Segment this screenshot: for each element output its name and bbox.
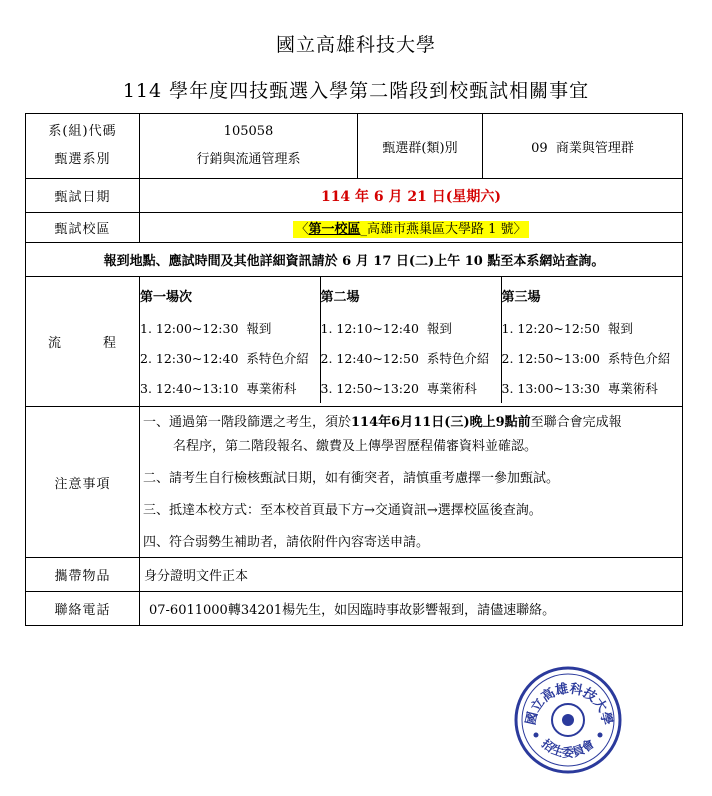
group-label: 甄選群(類)別 bbox=[358, 114, 483, 179]
group-value: 09 商業與管理群 bbox=[483, 114, 683, 179]
contact-label: 聯絡電話 bbox=[26, 592, 140, 626]
flow-row bbox=[26, 277, 683, 407]
date-label: 甄試日期 bbox=[26, 179, 140, 213]
schedule-item: 3. 12:50~13:20 專業術科 bbox=[320, 373, 501, 403]
campus-value bbox=[140, 213, 683, 243]
campus-bracket-open: 〈 bbox=[295, 222, 309, 237]
flow-label: 流 程 bbox=[26, 277, 140, 407]
schedule-item: 3. 13:00~13:30 專業術科 bbox=[501, 373, 682, 403]
flow-schedule-cell bbox=[140, 277, 683, 407]
school-name: 國立高雄科技大學 bbox=[275, 34, 436, 56]
note-1-deadline: 114年6月11日(三)晚上9點前 bbox=[351, 415, 531, 430]
date-row bbox=[26, 179, 683, 213]
note-1 bbox=[140, 407, 682, 437]
notes-content bbox=[140, 407, 683, 558]
schedule-item: 3. 12:40~13:10 專業術科 bbox=[140, 381, 297, 396]
note-1-text: 一、通過第一階段篩選之考生，須於 bbox=[143, 415, 352, 430]
dept-code: 105058 bbox=[223, 124, 274, 139]
campus-address: _高雄市燕巢區大學路 1 號 bbox=[360, 222, 514, 237]
session-title: 第一場次 bbox=[140, 289, 193, 305]
schedule-item: 2. 12:40~12:50 系特色介紹 bbox=[320, 343, 501, 373]
notes-label: 注意事項 bbox=[26, 407, 140, 558]
announcement: 報到地點、應試時間及其他詳細資訊請於 6 月 17 日(二)上午 10 點至本系網站查詢。 bbox=[26, 243, 683, 277]
schedule-item: 1. 12:10~12:40 報到 bbox=[320, 313, 501, 343]
campus-highlight bbox=[293, 221, 528, 238]
note-4: 四、符合弱勢生補助者，請依附件內容寄送申請。 bbox=[143, 535, 430, 550]
exam-date: 114 年 6 月 21 日(星期六) bbox=[140, 179, 683, 213]
schedule-item: 1. 12:00~12:30 報到 bbox=[140, 321, 272, 336]
carry-label: 攜帶物品 bbox=[26, 558, 140, 592]
notes-row bbox=[26, 407, 683, 558]
announcement-row bbox=[26, 243, 683, 277]
contact-row bbox=[26, 592, 683, 626]
seal-bottom-text: 招生委員會 bbox=[539, 736, 597, 760]
campus-name: 第一校區 bbox=[308, 222, 361, 237]
session-title: 第三場 bbox=[501, 277, 682, 313]
dept-name-label: 甄選系別 bbox=[54, 152, 111, 167]
carry-row bbox=[26, 558, 683, 592]
admissions-seal bbox=[513, 665, 623, 775]
note-1-continued: 名程序，第二階段報名、繳費及上傳學習歷程備審資料並確認。 bbox=[173, 439, 538, 454]
schedule-item: 2. 12:30~12:40 系特色介紹 bbox=[140, 351, 309, 366]
department-value-cell bbox=[140, 114, 358, 179]
document-title: 114 學年度四技甄選入學第二階段到校甄試相關事宜 bbox=[122, 80, 590, 102]
department-label-cell bbox=[26, 114, 140, 179]
schedule-item: 2. 12:50~13:00 系特色介紹 bbox=[501, 343, 682, 373]
campus-row bbox=[26, 213, 683, 243]
session-title: 第二場 bbox=[320, 277, 501, 313]
department-row bbox=[26, 114, 683, 179]
campus-label: 甄試校區 bbox=[26, 213, 140, 243]
note-3: 三、抵達本校方式：至本校首頁最下方→交通資訊→選擇校區後查詢。 bbox=[143, 503, 542, 518]
schedule-item: 1. 12:20~12:50 報到 bbox=[501, 313, 682, 343]
schedule-grid bbox=[140, 277, 682, 403]
info-table bbox=[25, 113, 683, 626]
campus-bracket-close: 〉 bbox=[513, 222, 527, 237]
note-2: 二、請考生自行檢核甄試日期，如有衝突者，請慎重考慮擇一參加甄試。 bbox=[143, 471, 560, 486]
carry-value: 身分證明文件正本 bbox=[140, 558, 683, 592]
dept-code-label: 系(組)代碼 bbox=[48, 124, 117, 139]
note-1-text-end: 至聯合會完成報 bbox=[530, 415, 622, 430]
seal-top-text: 國立高雄科技大學 bbox=[523, 681, 615, 727]
contact-value: 07-6011000轉34201楊先生，如因臨時事故影響報到，請儘速聯絡。 bbox=[140, 592, 683, 626]
dept-name: 行銷與流通管理系 bbox=[196, 152, 301, 167]
